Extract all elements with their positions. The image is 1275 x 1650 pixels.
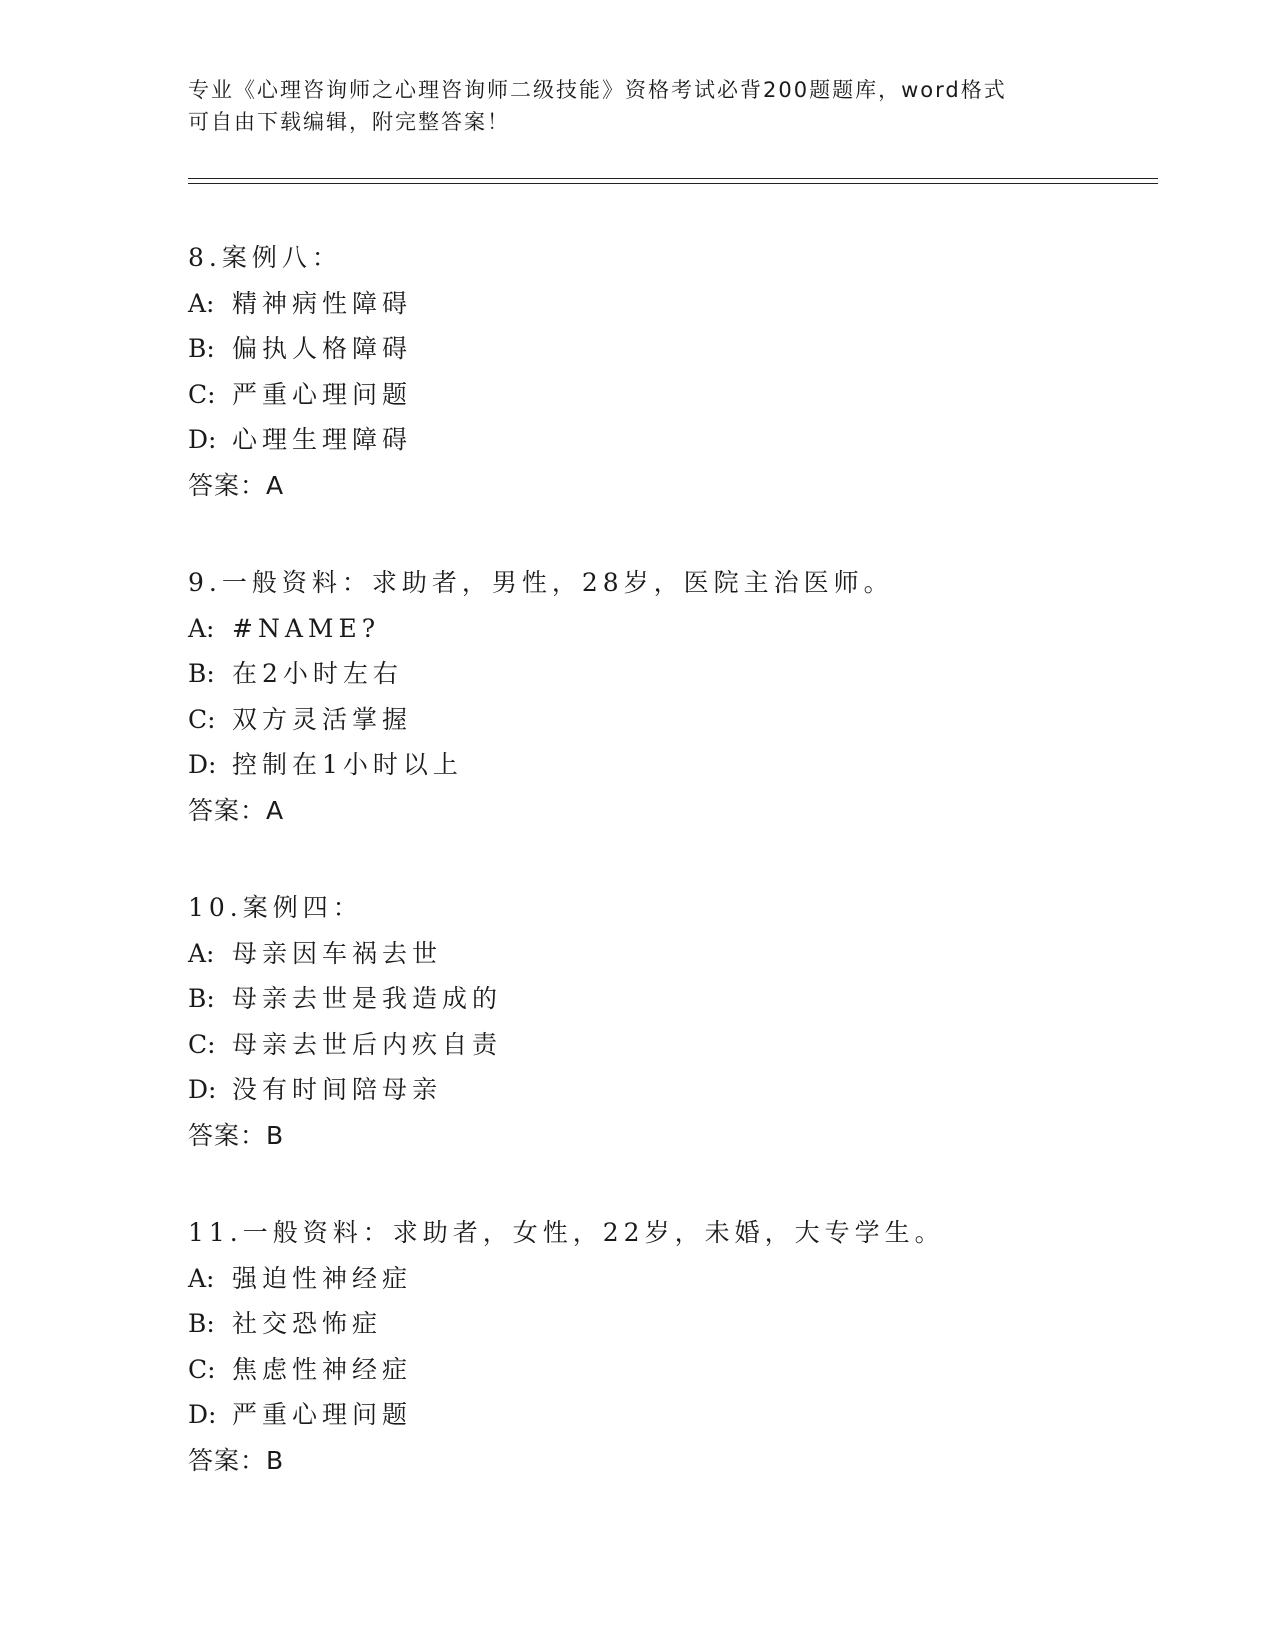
option-label: D:: [188, 1075, 217, 1104]
question-list: [188, 235, 1148, 1535]
question-stem: 8.案例八：: [188, 243, 342, 272]
option-text: 母亲去世是我造成的: [232, 984, 503, 1013]
option-a: [188, 281, 1148, 327]
answer: 答案：A: [188, 470, 285, 500]
header-line-2: 可自由下载编辑，附完整答案！: [188, 110, 510, 134]
option-d: [188, 417, 1148, 463]
option-d: [188, 1067, 1148, 1113]
question-8: [188, 235, 1148, 508]
option-b: [188, 326, 1148, 372]
answer: 答案：B: [188, 1120, 285, 1150]
option-text: 心理生理障碍: [232, 425, 413, 454]
option-label: D:: [188, 750, 217, 779]
option-text: 双方灵活掌握: [232, 704, 413, 734]
option-b: [188, 976, 1148, 1022]
header-line-1: 专业《心理咨询师之心理咨询师二级技能》资格考试必背200题题库，word格式: [188, 78, 1007, 102]
option-text: 偏执人格障碍: [232, 334, 413, 363]
option-text: 控制在1小时以上: [232, 750, 463, 779]
option-text: 社交恐怖症: [232, 1309, 383, 1338]
option-c: [188, 1022, 1148, 1068]
option-d: [188, 1392, 1148, 1438]
option-d: [188, 742, 1148, 788]
answer: 答案：A: [188, 795, 285, 825]
option-label: C:: [188, 1029, 216, 1059]
option-text: 强迫性神经症: [232, 1263, 413, 1293]
question-stem: 9.一般资料：求助者，男性，28岁，医院主治医师。: [188, 568, 894, 597]
option-text: 焦虑性神经症: [232, 1354, 413, 1384]
option-label: A:: [188, 288, 215, 318]
header-divider-top: [188, 178, 1158, 179]
option-b: [188, 1301, 1148, 1347]
question-stem: 10.案例四：: [188, 893, 363, 922]
option-label: D:: [188, 425, 217, 454]
question-10: [188, 885, 1148, 1158]
answer: 答案：B: [188, 1445, 285, 1475]
option-label: B:: [188, 984, 215, 1013]
option-text: 没有时间陪母亲: [232, 1075, 443, 1104]
option-label: B:: [188, 659, 215, 688]
option-label: A:: [188, 1263, 215, 1293]
option-text: 精神病性障碍: [232, 288, 413, 318]
question-stem: 11.一般资料：求助者，女性，22岁，未婚，大专学生。: [188, 1218, 945, 1247]
option-label: B:: [188, 1309, 215, 1338]
option-a: [188, 606, 1148, 652]
option-label: D:: [188, 1400, 217, 1429]
document-header: [188, 74, 1088, 138]
option-text: 严重心理问题: [232, 1400, 413, 1429]
option-text: 在2小时左右: [232, 659, 403, 688]
question-9: [188, 560, 1148, 833]
option-label: C:: [188, 704, 216, 734]
option-label: A:: [188, 938, 215, 968]
option-text: 母亲因车祸去世: [232, 938, 443, 968]
option-label: B:: [188, 334, 215, 363]
option-text: 严重心理问题: [232, 379, 413, 409]
option-a: [188, 931, 1148, 977]
option-c: [188, 1347, 1148, 1393]
option-c: [188, 697, 1148, 743]
option-text: #NAME?: [232, 613, 381, 643]
option-label: C:: [188, 1354, 216, 1384]
option-text: 母亲去世后内疚自责: [232, 1029, 503, 1059]
question-11: [188, 1210, 1148, 1483]
option-label: A:: [188, 613, 215, 643]
option-label: C:: [188, 379, 216, 409]
option-b: [188, 651, 1148, 697]
header-divider-bottom: [188, 183, 1158, 184]
option-c: [188, 372, 1148, 418]
option-a: [188, 1256, 1148, 1302]
